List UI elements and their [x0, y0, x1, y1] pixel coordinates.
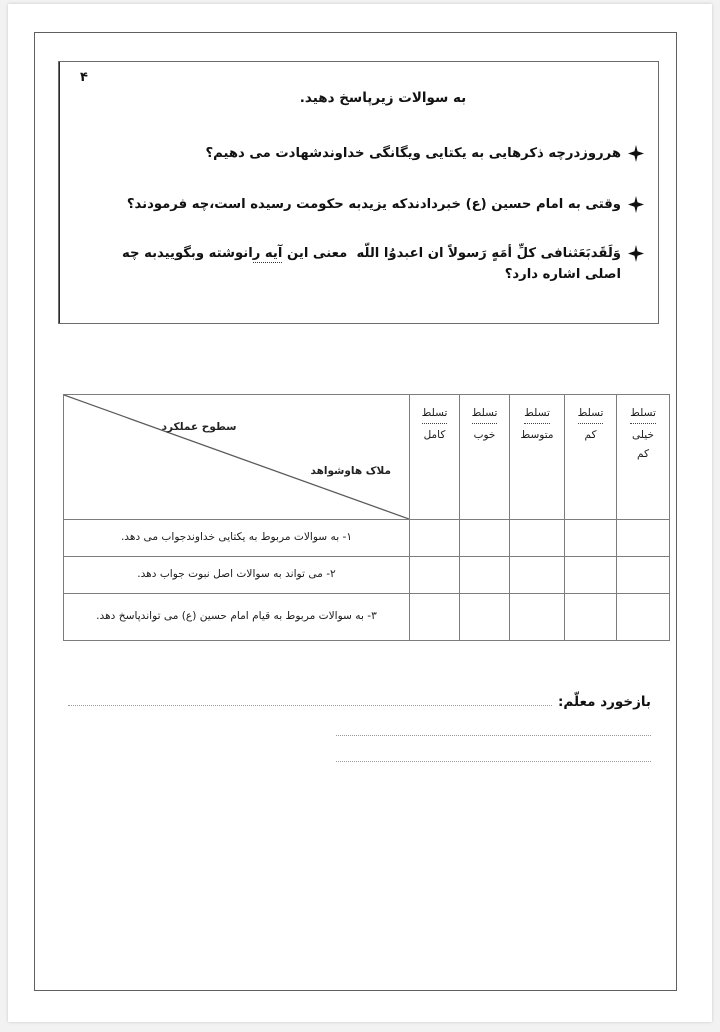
grade-cell-r2-c1[interactable]	[410, 557, 460, 594]
question-number-column	[59, 62, 108, 323]
grade-cell-r2-c3[interactable]	[510, 557, 565, 594]
grade-cell-r2-c4[interactable]	[565, 557, 617, 594]
rubric-level-5-line1: تسلط	[630, 404, 656, 424]
grade-cell-r3-c1[interactable]	[410, 594, 460, 641]
four-point-star-icon	[628, 196, 644, 213]
grade-cell-r1-c3[interactable]	[510, 520, 565, 557]
feedback-label: بازخورد معلّم:	[558, 694, 651, 710]
rubric-level-1-line2: کامل	[423, 429, 446, 442]
feedback-write-line-3[interactable]	[336, 761, 651, 762]
question-text-2: وقتی به امام حسین (ع) خبردادندکه یزیدبه حکومت رسیده است،چه فرمودند؟	[126, 197, 621, 212]
quran-ayah-text: وَلَقَدبَعَثنافی کلِّ أمَهٍ رَسولاً ان اعبدوُا اللّه	[356, 246, 621, 261]
grade-cell-r2-c2[interactable]	[460, 557, 510, 594]
grade-cell-r3-c3[interactable]	[510, 594, 565, 641]
rubric-level-2-line2: خوب	[473, 429, 496, 442]
rubric-header-row	[64, 395, 670, 520]
rubric-criteria-label: ملاک هاوشواهد	[310, 465, 391, 477]
grade-cell-r1-c4[interactable]	[565, 520, 617, 557]
rubric-level-header-3	[510, 395, 565, 520]
rubric-level-2-line1: تسلط	[472, 404, 498, 424]
question-item-1	[122, 144, 644, 165]
feedback-write-line-2[interactable]	[336, 735, 651, 736]
feedback-write-line-1[interactable]	[68, 694, 552, 706]
rubric-level-4-line1: تسلط	[578, 404, 604, 424]
rubric-level-4-line2: کم	[584, 429, 597, 442]
grade-cell-r3-c5[interactable]	[617, 594, 670, 641]
page-sheet	[8, 4, 712, 1022]
grade-cell-r3-c2[interactable]	[460, 594, 510, 641]
four-point-star-icon	[628, 245, 644, 262]
question-text-3-before: معنی این	[282, 246, 348, 261]
table-row	[64, 520, 670, 557]
rubric-level-5-line3: کم	[637, 447, 649, 460]
rubric-levels-label: سطوح عملکرد	[161, 421, 237, 433]
grade-cell-r1-c1[interactable]	[410, 520, 460, 557]
rubric-corner-cell	[64, 395, 410, 520]
table-row	[64, 594, 670, 641]
question-text-3	[122, 244, 621, 286]
rubric-level-1-line1: تسلط	[422, 404, 448, 424]
rubric-level-header-4	[565, 395, 617, 520]
rubric-level-5-line2: خیلی	[632, 429, 654, 442]
question-body	[108, 62, 658, 323]
question-text-3-after: انوشته وبگوییدبه چه اصلی اشاره دارد؟	[121, 246, 621, 282]
rubric-level-header-5	[617, 395, 670, 520]
grade-cell-r2-c5[interactable]	[617, 557, 670, 594]
question-intro-text: به سوالات زیرپاسخ دهید.	[299, 90, 467, 106]
grade-cell-r3-c4[interactable]	[565, 594, 617, 641]
question-item-3	[122, 244, 644, 286]
question-number: ۴	[80, 70, 88, 85]
feedback-label-row	[68, 694, 651, 710]
question-box	[58, 61, 659, 324]
table-row	[64, 557, 670, 594]
rubric-criterion-2: ۲- می تواند به سوالات اصل نبوت جواب دهد.	[64, 557, 410, 594]
rubric-level-3-line1: تسلط	[524, 404, 550, 424]
rubric-level-header-1	[410, 395, 460, 520]
diagonal-divider-line	[64, 395, 409, 519]
rubric-level-header-2	[460, 395, 510, 520]
rubric-criterion-3: ۳- به سوالات مربوط به قیام امام حسین (ع) می تواندپاسخ دهد.	[64, 594, 410, 641]
four-point-star-icon	[628, 145, 644, 162]
rubric-level-3-line2: متوسط	[520, 429, 554, 442]
question-item-2	[122, 195, 644, 216]
teacher-feedback-section	[68, 694, 651, 762]
performance-rubric-table	[63, 394, 670, 641]
question-text-1: هرروزدرچه ذکرهایی به یکتایی ویگانگی خداوندشهادت می دهیم؟	[205, 146, 621, 161]
grade-cell-r1-c2[interactable]	[460, 520, 510, 557]
rubric-criterion-1: ۱- به سوالات مربوط به یکتایی خداوندجواب می دهد.	[64, 520, 410, 557]
question-text-3-underlined: آیه ر	[252, 246, 283, 261]
grade-cell-r1-c5[interactable]	[617, 520, 670, 557]
